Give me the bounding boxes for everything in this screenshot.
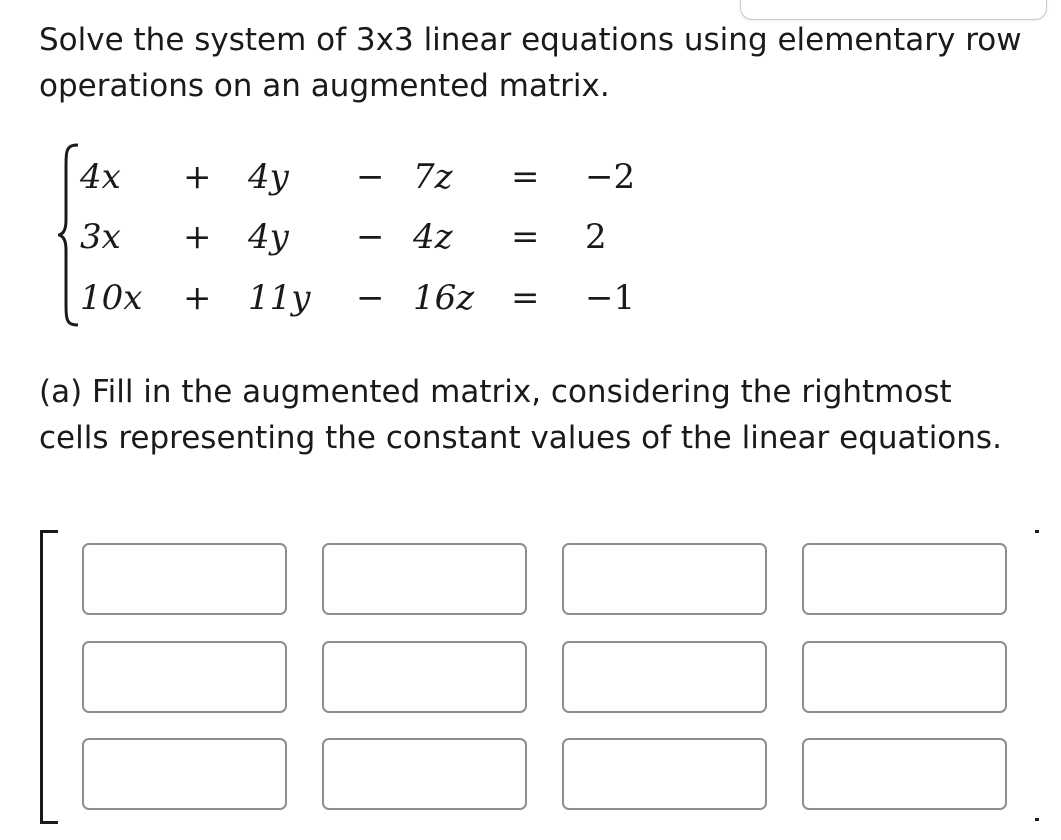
matrix-cell-r3-c1[interactable] bbox=[82, 738, 287, 810]
matrix-cell-r1-c3[interactable] bbox=[562, 543, 767, 615]
matrix-cell-r1-c4[interactable] bbox=[802, 543, 1007, 615]
matrix-cell-r2-c4[interactable] bbox=[802, 641, 1007, 713]
term-z: 16z bbox=[413, 278, 475, 318]
term-x: 4x bbox=[80, 157, 121, 197]
matrix-cell-r3-c3[interactable] bbox=[562, 738, 767, 810]
part-a-instruction: (a) Fill in the augmented matrix, considering the rightmost cells representing the constant values of the linear equations. bbox=[39, 374, 1002, 456]
operator: + bbox=[183, 157, 212, 197]
equals-sign: = bbox=[511, 157, 540, 197]
augmented-matrix bbox=[40, 530, 1050, 825]
term-y: 4y bbox=[248, 157, 289, 197]
matrix-cell-r3-c4[interactable] bbox=[802, 738, 1007, 810]
term-z: 4z bbox=[413, 217, 453, 257]
equation-row-3 bbox=[58, 273, 678, 323]
equals-sign: = bbox=[511, 217, 540, 257]
matrix-cell-r3-c2[interactable] bbox=[322, 738, 527, 810]
matrix-cell-r1-c1[interactable] bbox=[82, 543, 287, 615]
operator: − bbox=[356, 217, 385, 257]
equals-sign: = bbox=[511, 278, 540, 318]
matrix-right-bracket-top bbox=[1035, 530, 1039, 533]
matrix-cell-r2-c3[interactable] bbox=[562, 641, 767, 713]
matrix-cell-r1-c2[interactable] bbox=[322, 543, 527, 615]
matrix-right-bracket-bottom bbox=[1035, 818, 1039, 821]
constant: −2 bbox=[585, 157, 636, 197]
term-y: 11y bbox=[248, 278, 311, 318]
term-y: 4y bbox=[248, 217, 289, 257]
matrix-cell-r2-c1[interactable] bbox=[82, 641, 287, 713]
matrix-cell-r2-c2[interactable] bbox=[322, 641, 527, 713]
term-z: 7z bbox=[413, 157, 453, 197]
constant: 2 bbox=[585, 217, 607, 257]
equation-system bbox=[58, 140, 678, 330]
question-prompt: Solve the system of 3x3 linear equations using elementary row operations on an augmented matrix. bbox=[39, 22, 1022, 104]
operator: − bbox=[356, 278, 385, 318]
term-x: 3x bbox=[80, 217, 121, 257]
operator: − bbox=[356, 157, 385, 197]
term-x: 10x bbox=[80, 278, 143, 318]
operator: + bbox=[183, 278, 212, 318]
matrix-left-bracket bbox=[40, 530, 58, 824]
constant: −1 bbox=[585, 278, 636, 318]
equation-row-1 bbox=[58, 152, 678, 202]
equation-row-2 bbox=[58, 212, 678, 262]
operator: + bbox=[183, 217, 212, 257]
